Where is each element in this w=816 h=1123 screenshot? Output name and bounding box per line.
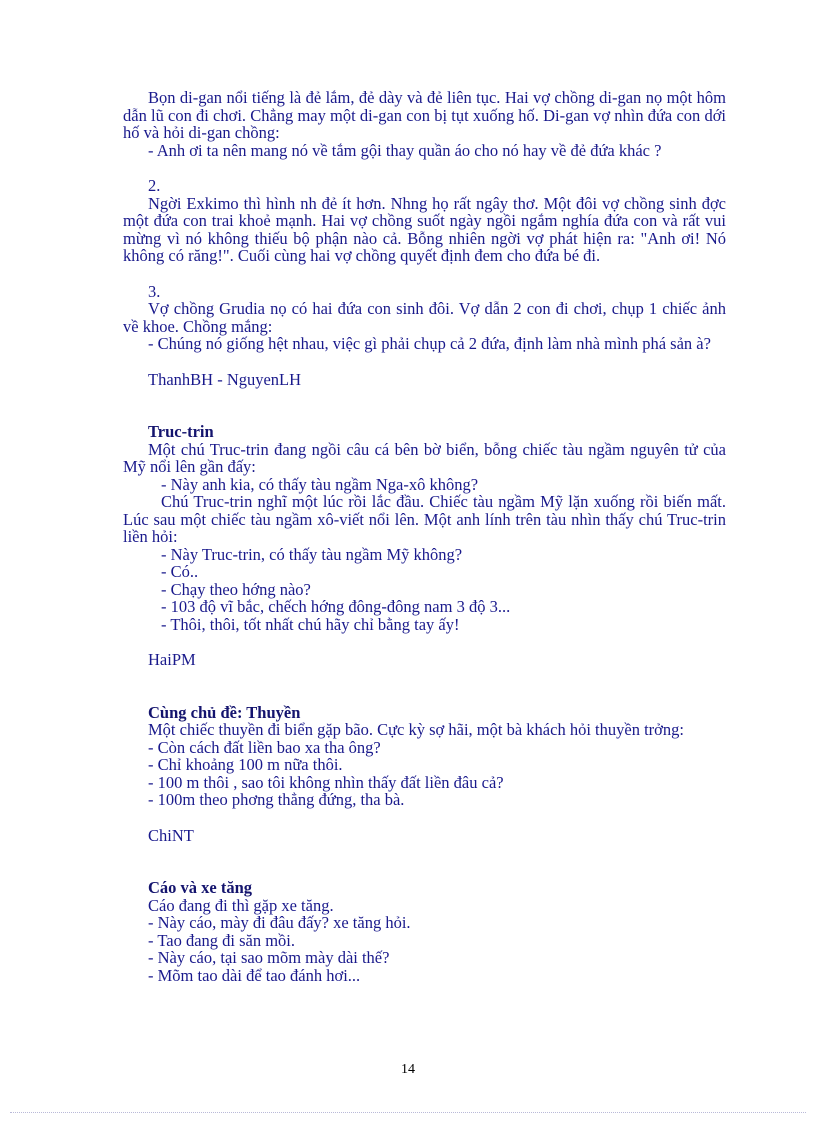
dialogue-line: - Mõm tao dài để tao đánh hơi... bbox=[148, 965, 361, 985]
dialogue-line: - 103 độ vĩ bắc, chếch hớng đông-đông nam 3 độ 3... bbox=[161, 597, 511, 616]
document-body bbox=[123, 89, 726, 984]
page-border-dotted bbox=[10, 1112, 806, 1113]
joke-3-number: 3. bbox=[148, 281, 161, 301]
section-title-truc-trin: Truc-trin bbox=[148, 422, 214, 441]
dialogue-line: - Này cáo, tại sao mõm mày dài thế? bbox=[148, 948, 390, 967]
dialogue-line: - Chỉ khoảng 100 m nữa thôi. bbox=[148, 755, 343, 774]
truc-trin-paragraph-1: Một chú Truc-trin đang ngồi câu cá bên bờ biển, bỗng chiếc tàu ngầm nguyên tử của Mỹ nổi lên gần đấy: bbox=[123, 439, 726, 476]
section-title-cao-va-xe-tang: Cáo và xe tăng bbox=[148, 878, 253, 897]
spacer bbox=[123, 388, 726, 414]
thuyen-paragraph: Một chiếc thuyền đi biển gặp bão. Cực kỳ sợ hãi, một bà khách hỏi thuyền trởng: bbox=[148, 720, 684, 739]
spacer bbox=[123, 265, 726, 283]
joke-1-question: - Anh ơi ta nên mang nó về tắm gội thay quần áo cho nó hay về đẻ đứa khác ? bbox=[148, 140, 662, 160]
dialogue-line: - 100 m thôi , sao tôi không nhìn thấy đất liền đâu cả? bbox=[148, 772, 504, 792]
author-signature: ChiNT bbox=[148, 825, 194, 845]
joke-3-paragraph: Vợ chồng Grudia nọ có hai đứa con sinh đôi. Vợ dẫn 2 con đi chơi, chụp 1 chiếc ảnh về khoe. Chồng mắng: bbox=[123, 299, 726, 336]
dialogue-line: - Có.. bbox=[161, 562, 199, 581]
joke-2-number: 2. bbox=[148, 176, 161, 195]
joke-1-paragraph: Bọn di-gan nổi tiếng là đẻ lắm, đẻ dày và đẻ liên tục. Hai vợ chồng di-gan nọ một hôm dẫn lũ con đi chơi. Chẳng may một di-gan con bị tụt xuống hố. Di-gan vợ nhìn đứa con dới hố và hỏi di-gan chồng: bbox=[123, 88, 726, 142]
page-number: 14 bbox=[401, 1062, 415, 1077]
dialogue-line: - 100m theo phơng thẳng đứng, tha bà. bbox=[148, 790, 405, 809]
joke-3-reply: - Chúng nó giống hệt nhau, việc gì phải chụp cả 2 đứa, định làm nhà mình phá sản à? bbox=[148, 334, 711, 353]
spacer bbox=[123, 159, 726, 177]
spacer bbox=[123, 669, 726, 695]
story-line: Cáo đang đi thì gặp xe tăng. bbox=[148, 895, 334, 915]
dialogue-line: - Chạy theo hớng nào? bbox=[161, 579, 311, 599]
dialogue-line: - Này anh kia, có thấy tàu ngầm Nga-xô không? bbox=[161, 474, 479, 494]
author-signature: ThanhBH - NguyenLH bbox=[148, 369, 302, 389]
truc-trin-paragraph-2: Chú Truc-trin nghĩ một lúc rồi lắc đầu. Chiếc tàu ngầm Mỹ lặn xuống rồi biến mất. Lúc sau một chiếc tàu ngầm xô-viết nổi lên. Một anh lính trên tàu nhìn thấy chú Truc-trin liền hỏi: bbox=[123, 492, 726, 546]
dialogue-line: - Này Truc-trin, có thấy tàu ngầm Mỹ không? bbox=[161, 544, 463, 564]
dialogue-line: - Còn cách đất liền bao xa tha ông? bbox=[148, 737, 381, 757]
spacer bbox=[123, 809, 726, 827]
spacer bbox=[123, 353, 726, 371]
spacer bbox=[123, 633, 726, 651]
joke-2-paragraph: Ngời Exkimo thì hình nh đẻ ít hơn. Nhng họ rất ngây thơ. Một đôi vợ chồng sinh đợc một đứa con trai khoẻ mạnh. Hai vợ chồng suốt ngày ngồi ngắm nghía đứa con và rất vui mừng vì nó không thiếu bộ phận nào cả. Bỗng nhiên ngời vợ phát hiện ra: "Anh ơi! Nó không có răng!". Cuối cùng hai vợ chồng quyết định đem cho đứa bé đi. bbox=[123, 193, 726, 265]
author-signature: HaiPM bbox=[148, 650, 196, 669]
dialogue-line: - Tao đang đi săn mồi. bbox=[148, 930, 296, 950]
section-title-thuyen: Cùng chủ đề: Thuyền bbox=[148, 702, 301, 722]
dialogue-line: - Thôi, thôi, tốt nhất chú hãy chỉ bằng tay ấy! bbox=[161, 614, 460, 634]
spacer bbox=[123, 844, 726, 870]
dialogue-line: - Này cáo, mày đi đâu đấy? xe tăng hỏi. bbox=[148, 913, 411, 932]
